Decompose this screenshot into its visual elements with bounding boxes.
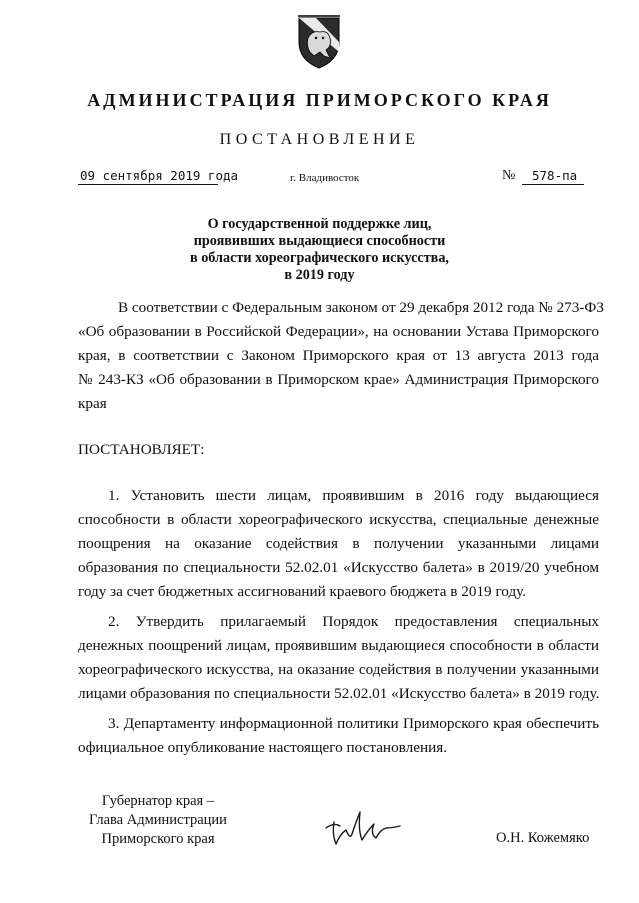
text-line: лицами образования по специальности 52.02.01 «Искусство балета» в 2019 году. xyxy=(78,685,600,702)
text-line: 1. Установить шести лицам, проявившим в 2016 году выдающиеся xyxy=(108,487,599,504)
resolves-heading: ПОСТАНОВЛЯЕТ: xyxy=(78,441,205,458)
position-line: Губернатор края – xyxy=(101,793,215,809)
organization-name: АДМИНИСТРАЦИЯ ПРИМОРСКОГО КРАЯ xyxy=(87,90,552,110)
preamble-paragraph xyxy=(78,296,605,416)
title-line: проявивших выдающиеся способности xyxy=(193,233,446,249)
text-line: денежных поощрений лицам, проявившим выдающиеся способности в области xyxy=(78,637,599,654)
date-underline xyxy=(78,184,218,185)
signatory-name: О.Н. Кожемяко xyxy=(496,830,590,846)
coat-of-arms-icon xyxy=(296,12,342,70)
position-line: Глава Администрации xyxy=(89,812,227,828)
text-line: В соответствии с Федеральным законом от 29 декабря 2012 года № 273-ФЗ xyxy=(118,299,605,316)
item-1-paragraph xyxy=(78,484,599,604)
text-line: году за счет бюджетных ассигнований краевого бюджета в 2019 году. xyxy=(78,583,527,600)
text-line: хореографического искусства, на оказание содействия в получении указанными xyxy=(78,661,599,678)
title-line: в 2019 году xyxy=(284,267,355,283)
text-line: образования по специальности 52.02.01 «Искусство балета» в 2019/20 учебном xyxy=(78,559,599,576)
text-line: способности в области хореографического искусства, специальные денежные xyxy=(78,511,599,528)
number-underline xyxy=(522,184,584,185)
text-line: «Об образовании в Российской Федерации», на основании Устава Приморского xyxy=(78,323,599,340)
text-line: края xyxy=(78,395,107,412)
text-line: 3. Департаменту информационной политики Приморского края обеспечить xyxy=(108,715,599,732)
text-line: 2. Утвердить прилагаемый Порядок предоставления специальных xyxy=(108,613,599,630)
title-line: О государственной поддержке лиц, xyxy=(207,216,432,232)
document-date: 09 сентября 2019 года xyxy=(80,168,239,183)
position-line: Приморского края xyxy=(101,831,215,847)
handwritten-signature xyxy=(320,800,410,850)
title-line: в области хореографического искусства, xyxy=(190,250,449,266)
item-3-paragraph xyxy=(78,712,599,760)
document-city: г. Владивосток xyxy=(290,172,360,184)
text-line: официальное опубликование настоящего постановления. xyxy=(78,739,447,756)
document-type: ПОСТАНОВЛЕНИЕ xyxy=(219,131,420,148)
document-number: 578-па xyxy=(532,168,578,183)
document-title xyxy=(0,216,639,284)
signatory-position xyxy=(78,792,238,849)
item-2-paragraph xyxy=(78,610,599,706)
text-line: № 243-КЗ «Об образовании в Приморском крае» Администрация Приморского xyxy=(78,371,599,388)
text-line: поощрения на оказание содействия в получении указанными лицами xyxy=(78,535,599,552)
text-line: края, в соответствии с Законом Приморского края от 13 августа 2013 года xyxy=(78,347,599,364)
number-sign: № xyxy=(502,168,516,183)
